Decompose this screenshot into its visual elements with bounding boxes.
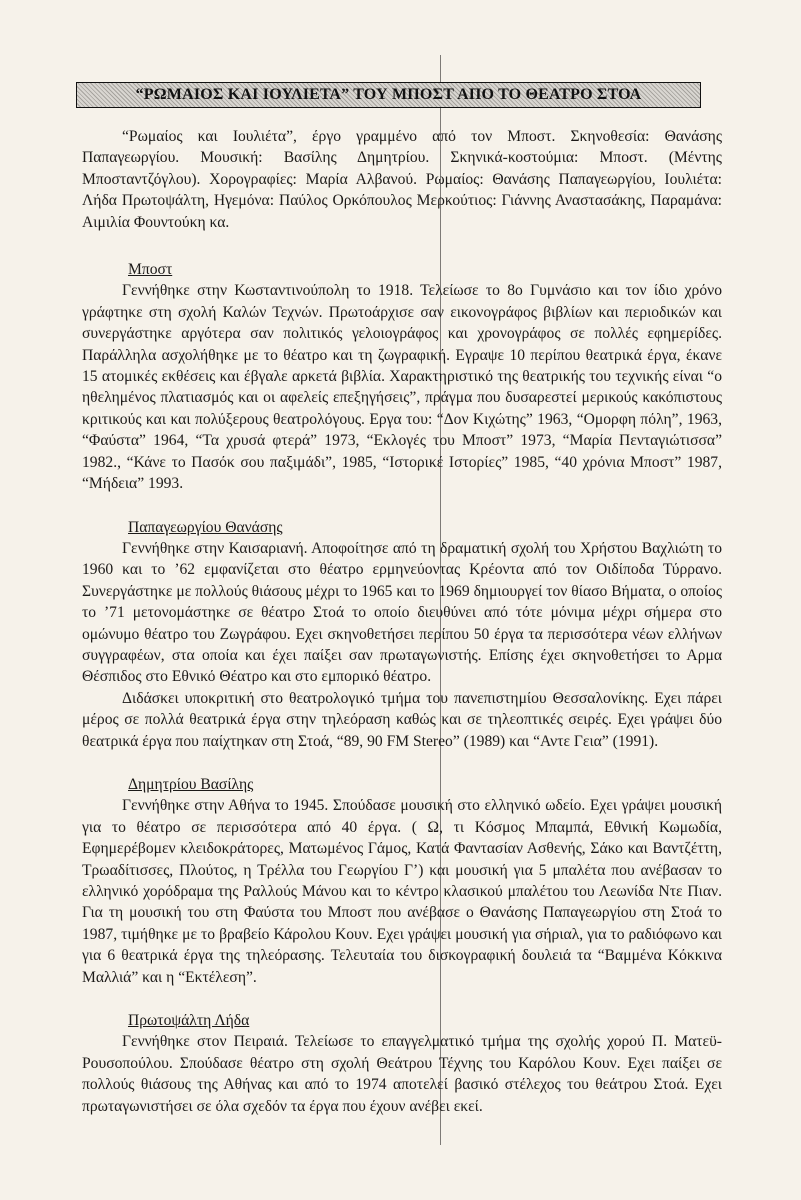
protopsalti-paragraph: Γεννήθηκε στον Πειραιά. Τελείωσε το επαγγελματικό τμήμα της σχολής χορού Π. Ματεϋ-Ρουσοπούλου. Σπούδασε θέατρο στη σχολή Θεάτρου Τέχνης του Καρόλου Κουν. Εχει παίξει σε πολλούς θιάσους της Αθήνας και από το 1974 αποτελεί βασικό στέλεχος του θεάτρου Στοά. Εχει πρωταγωνιστήσει σε όλα σχεδόν τα έργα που έχουν ανέβει εκεί.	[82, 1033, 722, 1115]
article-body	[82, 126, 722, 1117]
title-banner	[76, 82, 701, 108]
papageorgiou-paragraph-1: Γεννήθηκε στην Καισαριανή. Αποφοίτησε από τη δραματική σχολή του Χρήστου Βαχλιώτη το 1960 και το ’62 εμφανίζεται στο θέατρο ερμηνεύοντας Κρέοντα από τον Οιδίποδα Τύρρανο. Συνεργάστηκε με πολλούς θιάσους μέχρι το 1965 και το 1969 δημιουργεί τον θίασο Βήματα, ο οποίος το ’71 μετονομάστηκε σε θέατρο Στοά το οποίο διευθύνει από τότε μόνιμα μέχρι σήμερα στο ομώνυμο θέατρο του Ζωγράφου. Εχει σκηνοθετήσει περίπου 50 έργα τα περισσότερα νέων ελλήνων συγγραφέων, στα οποία και έχει παίξει σαν πρωταγωνιστής. Επίσης έχει σκηνοθετήσει το Αρμα Θέσπιδος στο Εθνικό Θέατρο και στο εμπορικό θέατρο.	[82, 539, 722, 686]
section-heading-papageorgiou: Παπαγεωργίου Θανάσης	[128, 518, 283, 536]
intro-paragraph: “Ρωμαίος και Ιουλιέτα”, έργο γραμμένο από τον Μποστ. Σκηνοθεσία: Θανάσης Παπαγεωργίου. Μουσική: Βασίλης Δημητρίου. Σκηνικά-κοστούμια: Μποστ. (Μέντης Μποσταντζόγλου). Χορογραφίες: Μαρία Αλβανού. Ρωμαίος: Θανάσης Παπαγεωργίου, Ιουλιέτα: Λήδα Πρωτοψάλτη, Ηγεμόνα: Παύλος Ορκόπουλος Μερκούτιος: Γιάννης Αναστασάκης, Παραμάνα: Αιμιλία Φουντούκη κα.	[82, 128, 722, 231]
page-title: “ΡΩΜΑΙΟΣ ΚΑΙ ΙΟΥΛΙΕΤΑ” ΤΟΥ ΜΠΟΣΤ ΑΠΟ ΤΟ ΘΕΑΤΡΟ ΣΤΟΑ	[135, 86, 642, 103]
section-heading-dimitriou: Δημητρίου Βασίλης	[128, 775, 254, 793]
bost-paragraph: Γεννήθηκε στην Κωσταντινούπολη το 1918. Τελείωσε το 8ο Γυμνάσιο και τον ίδιο χρόνο γράφτηκε στη σχολή Καλών Τεχνών. Πρωτοάρχισε σαν εικονογράφος βιβλίων και περιοδικών και συνεργάστηκε αργότερα σαν πολιτικός γελοιογράφος και χρονογράφος σε πολλές εφημερίδες. Παράλληλα ασχολήθηκε με το θέατρο και τη ζωγραφική. Εγραψε 10 περίπου θεατρικά έργα, έκανε 15 ατομικές εκθέσεις και έβγαλε αρκετά βιβλία. Χαρακτηριστικό της θεατρικής του τεχνικής είναι “ο ηθελημένος πλατιασμός και οι αφελείς επεξηγήσεις”, πράγμα που δυσαρεστεί μερικούς κακόπιστους κριτικούς και και πολύξερους θεατρολόγους. Εργα του: “Δον Κιχώτης” 1963, “Ομορφη πόλη”, 1963, “Φαύστα” 1964, “Τα χρυσά φτερά” 1973, “Εκλογές του Μποστ” 1973, “Μαρία Πενταγιώτισσα” 1982., “Κάνε το Πασόκ σου παξιμάδι”, 1985, “Ιστορικέ Ιστορίες” 1985, “40 χρόνια Μποστ” 1987, “Μήδεια” 1993.	[82, 282, 722, 493]
papageorgiou-paragraph-2: Διδάσκει υποκριτική στο θεατρολογικό τμήμα του πανεπιστημίου Θεσσαλονίκης. Εχει πάρει μέρος σε πολλά θεατρικά έργα στην τηλεόραση καθώς και σε τηλεοπτικές σειρές. Εχει γράψει δύο θεατρικά έργα που παίχτηκαν στη Στοά, “89, 90 FM Stereo” (1989) και “Αντε Γεια” (1991).	[82, 689, 722, 750]
section-heading-bost: Μποστ	[128, 261, 173, 279]
section-heading-protopsalti: Πρωτοψάλτη Λήδα	[128, 1012, 250, 1030]
dimitriou-paragraph: Γεννήθηκε στην Αθήνα το 1945. Σπούδασε μουσική στο ελληνικό ωδείο. Εχει γράψει μουσική για το θέατρο σε περισσότερα από 40 έργα. ( Ω, τι Κόσμος Μπαμπά, Εθνική Κωμωδία, Εφημερέβομεν κλειδοκράτορες, Ματωμένος Γάμος, Κατά Φαντασίαν Ασθενής, Σάκο και Βαντζέττη, Τρωαδίτισσες, Πλούτος, η Τρέλλα του Γεωργίου Γ’) και μουσική για 5 μπαλέτα που ανέβασαν το ελληνικό χορόδραμα της Ραλλούς Μάνου και το κέντρο κλασικού μπαλέτου του Λεωνίδα Ντε Πιαν. Για τη μουσική του στη Φαύστα του Μποστ που ανέβασε ο Θανάσης Παπαγεωργίου στη Στοά το 1987, τιμήθηκε με το βραβείο Κάρολου Κουν. Εχει γράψει μουσική για σήριαλ, για το ραδιόφωνο και για 6 θεατρικά έργα της τηλεόρασης. Τελευταία του δισκογραφική δουλειά τα “Βαμμένα Κόκκινα Μαλλιά” και η “Εκτέλεση”.	[82, 797, 722, 986]
